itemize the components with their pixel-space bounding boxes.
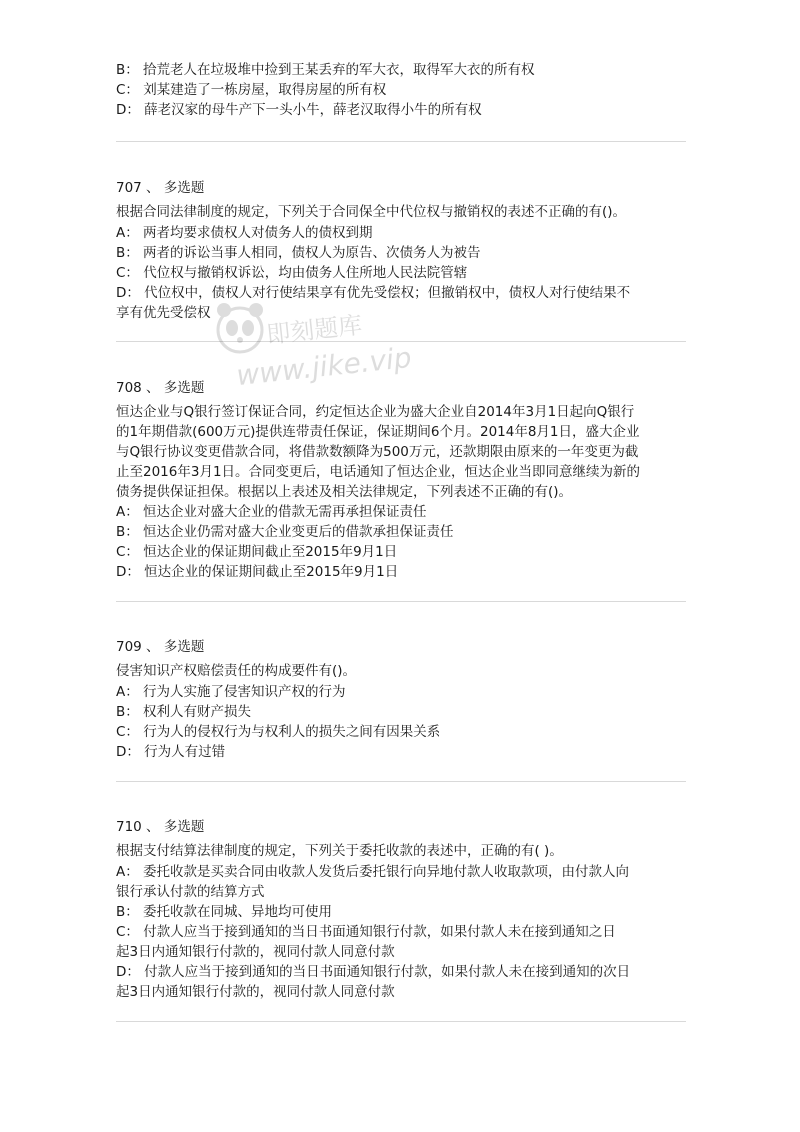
option-d: D： 恒达企业的保证期间截止至2015年9月1日	[116, 564, 399, 580]
option-d: D： 薛老汉家的母牛产下一头小牛，薛老汉取得小牛的所有权	[116, 102, 482, 118]
option-c: C： 行为人的侵权行为与权利人的损失之间有因果关系	[116, 724, 441, 740]
option-a: A： 恒达企业对盛大企业的借款无需再承担保证责任	[116, 504, 427, 520]
option-b: B： 两者的诉讼当事人相同，债权人为原告、次债务人为被告	[116, 245, 481, 261]
question-header: 707 、 多选题	[116, 180, 205, 196]
option-c: C： 代位权与撤销权诉讼，均由债务人住所地人民法院管辖	[116, 265, 468, 281]
panda-logo-icon	[210, 298, 270, 358]
watermark-url: www.jike.vip	[234, 340, 414, 393]
divider	[116, 601, 686, 602]
question-header: 710 、 多选题	[116, 819, 205, 835]
question-stem: 止至2016年3月1日。合同变更后，电话通知了恒达企业，恒达企业当即同意继续为新的	[116, 464, 641, 480]
option-d: D： 代位权中，债权人对行使结果享有优先受偿权；但撤销权中，债权人对行使结果不	[116, 285, 631, 301]
divider	[116, 781, 686, 782]
option-a-continued: 银行承认付款的结算方式	[116, 884, 265, 900]
divider	[116, 1021, 686, 1022]
question-stem: 恒达企业与Q银行签订保证合同，约定恒达企业为盛大企业自2014年3月1日起向Q银行	[116, 404, 635, 420]
option-c: C： 付款人应当于接到通知的当日书面通知银行付款，如果付款人未在接到通知之日	[116, 924, 616, 940]
option-b: B： 拾荒老人在垃圾堆中捡到王某丢弃的军大衣，取得军大衣的所有权	[116, 62, 535, 78]
option-b: B： 委托收款在同城、异地均可使用	[116, 904, 333, 920]
option-d: D： 付款人应当于接到通知的当日书面通知银行付款，如果付款人未在接到通知的次日	[116, 964, 631, 980]
question-stem: 侵害知识产权赔偿责任的构成要件有()。	[116, 663, 357, 679]
question-stem: 的1年期借款(600万元)提供连带责任保证，保证期间6个月。2014年8月1日，盛大企业	[116, 424, 640, 440]
divider	[116, 141, 686, 142]
divider	[116, 341, 686, 342]
question-header: 708 、 多选题	[116, 380, 205, 396]
option-d: D： 行为人有过错	[116, 744, 226, 760]
question-stem: 根据合同法律制度的规定，下列关于合同保全中代位权与撤销权的表述不正确的有()。	[116, 204, 627, 220]
option-b: B： 恒达企业仍需对盛大企业变更后的借款承担保证责任	[116, 524, 454, 540]
question-stem: 与Q银行协议变更借款合同，将借款数额降为500万元，还款期限由原来的一年变更为截	[116, 444, 639, 460]
option-b: B： 权利人有财产损失	[116, 704, 252, 720]
option-c-continued: 起3日内通知银行付款的，视同付款人同意付款	[116, 944, 395, 960]
option-d-continued: 起3日内通知银行付款的，视同付款人同意付款	[116, 984, 395, 1000]
question-header: 709 、 多选题	[116, 639, 205, 655]
option-a: A： 两者均要求债权人对债务人的债权到期	[116, 225, 373, 241]
watermark-brand: 即刻题库	[265, 311, 364, 349]
watermark	[206, 290, 436, 400]
option-d-continued: 享有优先受偿权	[116, 305, 211, 321]
option-a: A： 委托收款是买卖合同由收款人发货后委托银行向异地付款人收取款项，由付款人向	[116, 864, 630, 880]
question-stem: 根据支付结算法律制度的规定，下列关于委托收款的表述中，正确的有( )。	[116, 843, 563, 859]
option-c: C： 恒达企业的保证期间截止至2015年9月1日	[116, 544, 398, 560]
option-a: A： 行为人实施了侵害知识产权的行为	[116, 684, 346, 700]
question-stem: 债务提供保证担保。根据以上表述及相关法律规定，下列表述不正确的有()。	[116, 484, 573, 500]
option-c: C： 刘某建造了一栋房屋，取得房屋的所有权	[116, 82, 387, 98]
